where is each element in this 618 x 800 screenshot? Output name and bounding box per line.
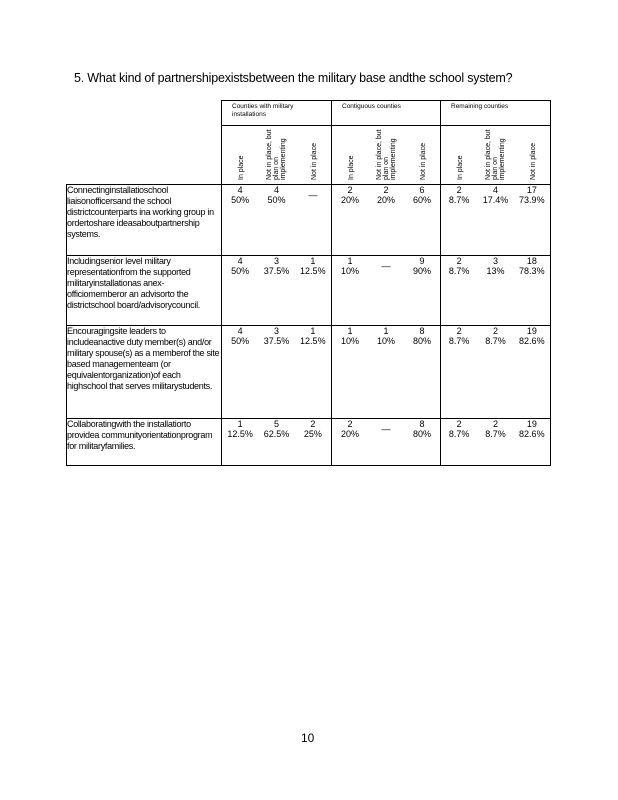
response-value: [441, 326, 477, 346]
percent: 82.6%: [519, 429, 545, 439]
response-value: [404, 185, 440, 205]
subheader-slot: [258, 126, 294, 184]
response-value: [441, 185, 477, 205]
subheader-slot: [222, 126, 258, 184]
percent: 50%: [231, 336, 250, 346]
cell-group: [332, 256, 440, 276]
percent: 8.7%: [448, 266, 470, 276]
response-value: [332, 326, 368, 346]
subheader-label: Not in place: [310, 143, 318, 180]
response-value: [222, 256, 258, 276]
cell-group: [332, 326, 440, 346]
percent: 20%: [340, 195, 359, 205]
row-cells-group-1: [332, 256, 441, 326]
subheader-slot: [368, 126, 404, 184]
response-value: [368, 424, 404, 434]
cell-group: [441, 185, 550, 205]
percent: 37.5%: [263, 266, 290, 276]
percent: 62.5%: [263, 429, 290, 439]
cell-group: [222, 185, 331, 205]
percent: 73.9%: [519, 195, 545, 205]
subheader-group-1: [332, 126, 441, 185]
percent: 17.4%: [482, 195, 509, 205]
count: 3: [273, 326, 279, 336]
group-header-row: [67, 101, 551, 126]
response-value: [295, 419, 331, 439]
percent: 80%: [412, 429, 431, 439]
count: 2: [383, 185, 389, 195]
response-value: [368, 326, 404, 346]
count: 1: [383, 326, 389, 336]
response-value: [368, 185, 404, 205]
count: 2: [347, 185, 353, 195]
percent: 37.5%: [263, 336, 290, 346]
percent: 12.5%: [227, 429, 253, 439]
percent: 20%: [376, 195, 395, 205]
row-cells-group-0: [222, 419, 332, 466]
response-value: [332, 185, 368, 205]
percent: 10%: [376, 336, 395, 346]
response-value: [258, 326, 294, 346]
row-cells-group-1: [332, 326, 441, 419]
count: 5: [273, 419, 279, 429]
count: 9: [419, 256, 425, 266]
response-value: [368, 261, 404, 271]
subheader-label: In place: [348, 155, 355, 180]
response-value: [258, 185, 294, 205]
response-value: [404, 419, 440, 439]
table-row: [67, 256, 551, 326]
response-value: [332, 419, 368, 439]
count: 8: [419, 419, 425, 429]
count: 2: [492, 326, 498, 336]
row-cells-group-1: [332, 185, 441, 256]
response-value: [222, 185, 258, 205]
percent: 10%: [340, 266, 359, 276]
subheader-slot: [477, 126, 513, 184]
count: 2: [310, 419, 316, 429]
percent: 50%: [231, 266, 250, 276]
cell-group: [222, 419, 331, 439]
percent: 8.7%: [485, 429, 506, 439]
count: 3: [273, 256, 279, 266]
subheader-label: Not in place, but plan on implementing: [376, 129, 397, 180]
group-header-contiguous: Contiguous counties: [332, 101, 441, 126]
count: 6: [419, 185, 425, 195]
response-value: [332, 256, 368, 276]
response-value: [258, 419, 294, 439]
percent: 13%: [486, 266, 505, 276]
count: 2: [347, 419, 353, 429]
percent: 12.5%: [300, 266, 326, 276]
percent: 8.7%: [448, 195, 470, 205]
cell-group: [222, 326, 331, 346]
count: 1: [310, 256, 316, 266]
page-number: 10: [301, 731, 315, 745]
percent: 90%: [412, 266, 431, 276]
count: 2: [492, 419, 498, 429]
count: 1: [347, 256, 353, 266]
response-value: [477, 326, 513, 346]
none-dash: —: [381, 424, 391, 434]
count: 18: [526, 256, 537, 266]
percent: 82.6%: [519, 336, 545, 346]
table-row: [67, 185, 551, 256]
question-text: 5. What kind of partnershipexistsbetween the military base andthe school system?: [74, 71, 513, 85]
count: 2: [456, 256, 462, 266]
percent: 20%: [340, 429, 359, 439]
percent: 8.7%: [448, 429, 470, 439]
response-value: [404, 256, 440, 276]
response-value: [441, 256, 477, 276]
count: 2: [456, 419, 462, 429]
cell-group: [441, 256, 550, 276]
response-value: [514, 256, 550, 276]
row-label: Includingsenior level military representationfrom the supported militaryinstallationas anex-officiomemberor an advisorto the districtschool board/advisorycouncil.: [67, 256, 222, 326]
subheader-slot: [404, 126, 440, 184]
group-header-military: Counties with military installations: [222, 101, 332, 126]
count: 4: [237, 256, 243, 266]
count: 4: [237, 185, 243, 195]
percent: 50%: [231, 195, 250, 205]
row-label: Encouragingsite leaders to includeanactive duty member(s) and/or military spouse(s) as a memberof the site based managementeam (or equivalentorganization)of each highschool that serves militarystudents.: [67, 326, 222, 419]
response-value: [477, 419, 513, 439]
count: 4: [273, 185, 279, 195]
count: 2: [456, 185, 462, 195]
count: 4: [237, 326, 243, 336]
row-cells-group-2: [441, 256, 551, 326]
table-row: [67, 419, 551, 466]
response-value: [441, 419, 477, 439]
table-row: [67, 326, 551, 419]
response-value: [514, 419, 550, 439]
subheader-slot: [332, 126, 368, 184]
response-value: [295, 190, 331, 200]
response-value: [477, 185, 513, 205]
count: 4: [492, 185, 498, 195]
row-cells-group-2: [441, 185, 551, 256]
row-cells-group-1: [332, 419, 441, 466]
row-cells-group-2: [441, 419, 551, 466]
row-cells-group-2: [441, 326, 551, 419]
count: 2: [456, 326, 462, 336]
subheader-group-2: [441, 126, 551, 185]
survey-table: [66, 100, 551, 466]
row-cells-group-0: [222, 326, 332, 419]
row-label: Connectinginstallatioschool liaisonofficersand the school districtcounterparts ina working group in ordertoshare ideasaboutpartnership systems.: [67, 185, 222, 256]
response-value: [222, 419, 258, 439]
row-cells-group-0: [222, 256, 332, 326]
count: 1: [347, 326, 353, 336]
percent: 12.5%: [300, 336, 326, 346]
subheader-group-0: [222, 126, 332, 185]
percent: 78.3%: [519, 266, 545, 276]
corner-cell: [67, 101, 222, 185]
response-value: [514, 326, 550, 346]
response-value: [295, 326, 331, 346]
subheader-slot: [514, 126, 550, 184]
subheader-slot: [441, 126, 477, 184]
subheader-label: Not in place, but plan on implementing: [485, 129, 507, 180]
row-cells-group-0: [222, 185, 332, 256]
percent: 8.7%: [485, 336, 506, 346]
count: 19: [526, 419, 537, 429]
count: 17: [526, 185, 537, 195]
none-dash: —: [381, 261, 391, 271]
cell-group: [222, 256, 331, 276]
subheader-label: Not in place, but plan on implementing: [266, 129, 288, 180]
subheader-label: Not in place: [420, 143, 427, 180]
subheader-label: Not in place: [529, 143, 537, 180]
row-label: Collaboratingwith the installatiorto providea communityorientationprogram for militaryfamilies.: [67, 419, 222, 466]
cell-group: [332, 419, 440, 439]
count: 8: [419, 326, 425, 336]
subheader-label: In place: [238, 155, 246, 180]
subheader-slot: [295, 126, 331, 184]
none-dash: —: [308, 190, 318, 200]
count: 1: [237, 419, 243, 429]
cell-group: [441, 326, 550, 346]
percent: 10%: [340, 336, 359, 346]
response-value: [222, 326, 258, 346]
response-value: [477, 256, 513, 276]
response-value: [295, 256, 331, 276]
count: 3: [492, 256, 498, 266]
response-value: [514, 185, 550, 205]
cell-group: [441, 419, 550, 439]
percent: 8.7%: [448, 336, 470, 346]
subheader-label: In place: [457, 155, 465, 180]
response-value: [258, 256, 294, 276]
count: 1: [310, 326, 316, 336]
percent: 50%: [267, 195, 286, 205]
cell-group: [332, 185, 440, 205]
response-value: [404, 326, 440, 346]
percent: 25%: [303, 429, 322, 439]
percent: 80%: [412, 336, 431, 346]
group-header-remaining: Remaining counties: [441, 101, 551, 126]
percent: 60%: [412, 195, 431, 205]
count: 19: [526, 326, 537, 336]
